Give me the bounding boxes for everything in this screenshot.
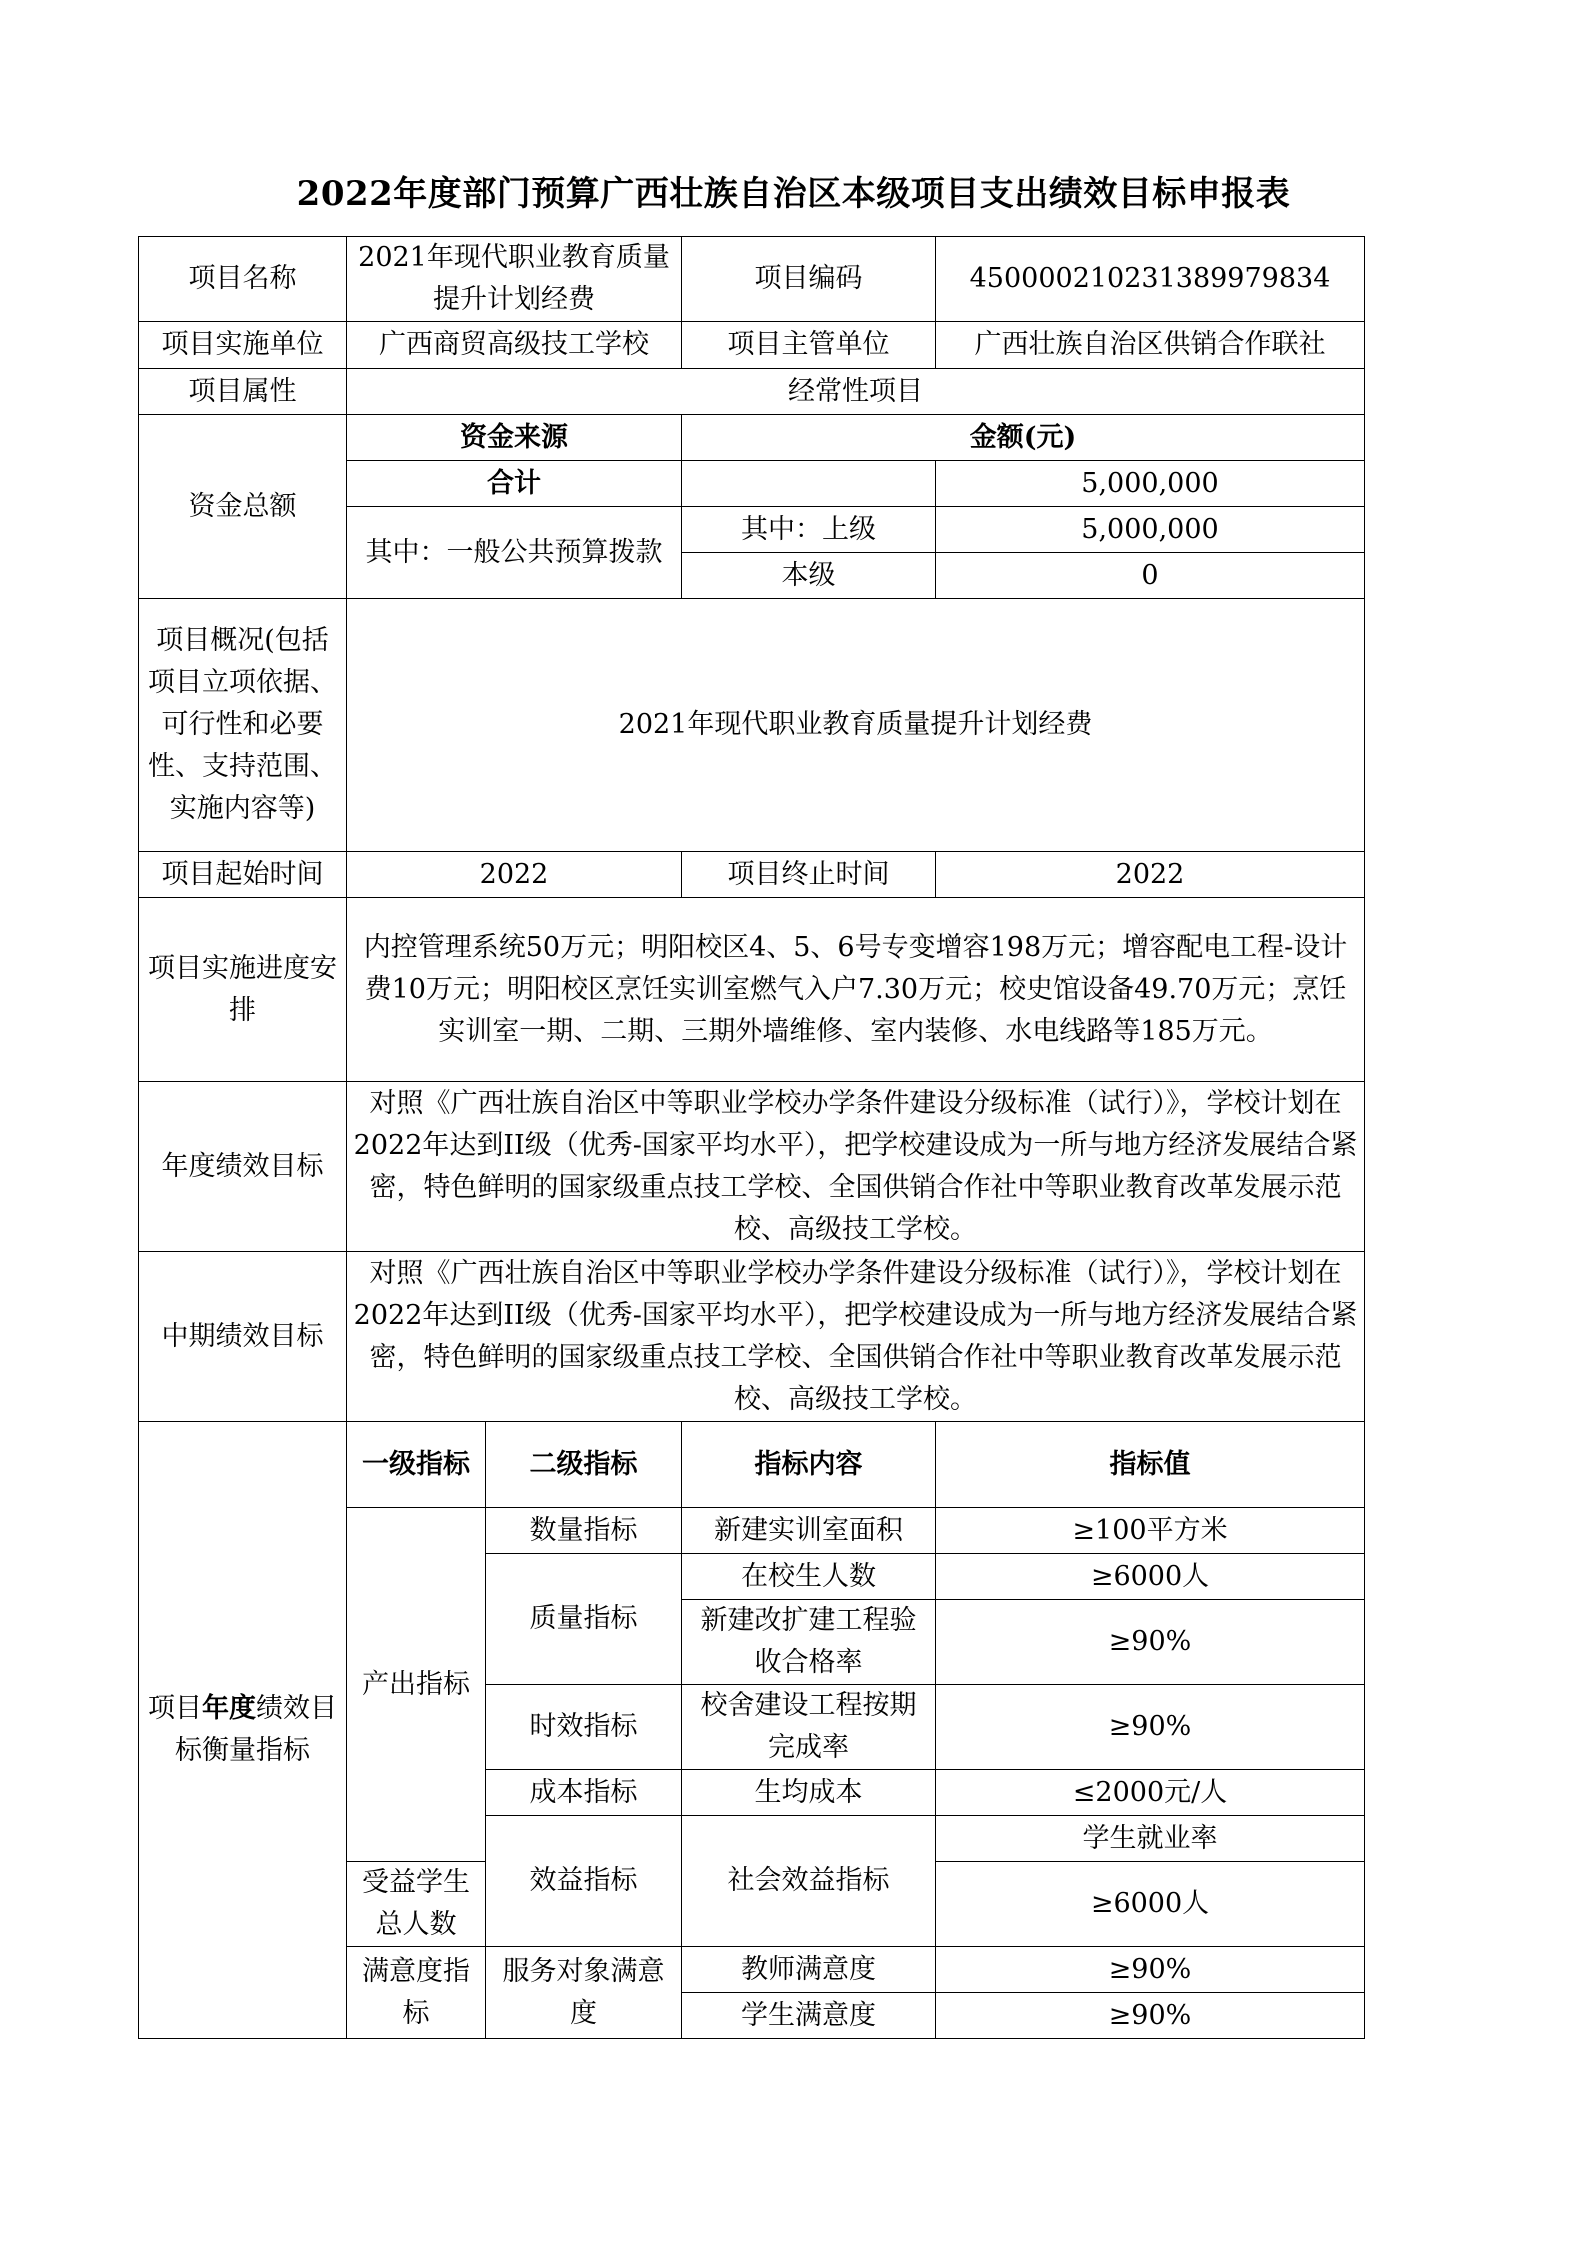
funds-general-budget-label: 其中：一般公共预算拨款 [347, 507, 682, 599]
project-name-row [139, 237, 1365, 322]
indicator-value: ≥6000人 [936, 1862, 1365, 1947]
indicator-value: ≥100平方米 [936, 1508, 1365, 1554]
funds-amount-header: 金额(元) [682, 415, 1365, 461]
start-time-value: 2022 [347, 852, 682, 898]
cost-indicator: 成本指标 [486, 1770, 682, 1816]
schedule-row [139, 898, 1365, 1082]
social-benefit-indicator: 社会效益指标 [682, 1816, 936, 1947]
annual-goal-label: 年度绩效目标 [139, 1082, 347, 1252]
project-overview-label: 项目概况(包括项目立项依据、可行性和必要性、支持范围、实施内容等) [139, 599, 347, 852]
indicator-value: ≤2000元/人 [936, 1770, 1365, 1816]
quality-indicator: 质量指标 [486, 1554, 682, 1685]
performance-target-form [138, 236, 1365, 2039]
project-name-value: 2021年现代职业教育质量提升计划经费 [347, 237, 682, 322]
project-period-row [139, 852, 1365, 898]
indicator-content: 学生满意度 [682, 1993, 936, 2039]
annual-goal-value: 对照《广西壮族自治区中等职业学校办学条件建设分级标准（试行）》，学校计划在2022年达到II级（优秀-国家平均水平），把学校建设成为一所与地方经济发展结合紧密，特色鲜明的国家级重点技工学校、全国供销合作社中等职业教育改革发展示范校、高级技工学校。 [347, 1082, 1365, 1252]
page-title: 2022年度部门预算广西壮族自治区本级项目支出绩效目标申报表 [296, 174, 1291, 214]
implementing-unit-label: 项目实施单位 [139, 322, 347, 369]
indicator-content: 学生就业率 [936, 1816, 1365, 1862]
indicator-value: ≥6000人 [936, 1554, 1365, 1600]
indicator-content: 新建实训室面积 [682, 1508, 936, 1554]
indicator-label-part: 绩效目标衡量指标 [175, 1693, 337, 1766]
project-overview-row [139, 599, 1365, 852]
indicator-content: 受益学生总人数 [347, 1862, 486, 1947]
project-overview-value: 2021年现代职业教育质量提升计划经费 [347, 599, 1365, 852]
mid-goal-row [139, 1252, 1365, 1422]
funds-total-label: 资金总额 [139, 415, 347, 599]
funds-upper-value: 5,000,000 [936, 507, 1365, 553]
indicator-content: 在校生人数 [682, 1554, 936, 1600]
implementing-unit-value: 广西商贸高级技工学校 [347, 322, 682, 369]
benefit-indicator: 效益指标 [486, 1816, 682, 1947]
managing-unit-value: 广西壮族自治区供销合作联社 [936, 322, 1365, 369]
project-attribute-row [139, 369, 1365, 415]
funds-local-value: 0 [936, 553, 1365, 599]
indicator-value: ≥90% [936, 1685, 1365, 1770]
funds-sum-value: 5,000,000 [936, 461, 1365, 507]
output-indicator: 产出指标 [347, 1508, 486, 1862]
quantity-indicator: 数量指标 [486, 1508, 682, 1554]
indicator-content: 新建改扩建工程验收合格率 [682, 1600, 936, 1685]
indicator-value: ≥90% [936, 1947, 1365, 1993]
schedule-label: 项目实施进度安排 [139, 898, 347, 1082]
indicator-content: 生均成本 [682, 1770, 936, 1816]
funds-upper-label: 其中：上级 [682, 507, 936, 553]
indicator-value: ≥90% [936, 1993, 1365, 2039]
start-time-label: 项目起始时间 [139, 852, 347, 898]
indicator-content: 校舍建设工程按期完成率 [682, 1685, 936, 1770]
funds-source-header: 资金来源 [347, 415, 682, 461]
project-name-label: 项目名称 [139, 237, 347, 322]
level1-header: 一级指标 [347, 1422, 486, 1508]
value-header: 指标值 [936, 1422, 1365, 1508]
funds-header-row [139, 415, 1365, 461]
service-satisfaction-indicator: 服务对象满意度 [486, 1947, 682, 2039]
mid-goal-label: 中期绩效目标 [139, 1252, 347, 1422]
indicator-value: ≥90% [936, 1600, 1365, 1685]
indicator-label-part: 年度 [202, 1693, 256, 1724]
satisfaction-indicator: 满意度指标 [347, 1947, 486, 2039]
funds-sum-empty [682, 461, 936, 507]
timeliness-indicator: 时效指标 [486, 1685, 682, 1770]
funds-sum-label: 合计 [347, 461, 682, 507]
indicator-header-row [139, 1422, 1365, 1508]
project-unit-row [139, 322, 1365, 369]
indicator-section-label [139, 1422, 347, 2039]
end-time-label: 项目终止时间 [682, 852, 936, 898]
mid-goal-value: 对照《广西壮族自治区中等职业学校办学条件建设分级标准（试行）》，学校计划在2022年达到II级（优秀-国家平均水平），把学校建设成为一所与地方经济发展结合紧密，特色鲜明的国家级重点技工学校、全国供销合作社中等职业教育改革发展示范校、高级技工学校。 [347, 1252, 1365, 1422]
annual-goal-row [139, 1082, 1365, 1252]
project-attribute-label: 项目属性 [139, 369, 347, 415]
content-header: 指标内容 [682, 1422, 936, 1508]
managing-unit-label: 项目主管单位 [682, 322, 936, 369]
indicator-content: 教师满意度 [682, 1947, 936, 1993]
schedule-value: 内控管理系统50万元；明阳校区4、5、6号专变增容198万元；增容配电工程-设计费10万元；明阳校区烹饪实训室燃气入户7.30万元；校史馆设备49.70万元；烹饪实训室一期、二期、三期外墙维修、室内装修、水电线路等185万元。 [347, 898, 1365, 1082]
funds-local-label: 本级 [682, 553, 936, 599]
end-time-value: 2022 [936, 852, 1365, 898]
level2-header: 二级指标 [486, 1422, 682, 1508]
project-code-value: 450000210231389979834 [936, 237, 1365, 322]
project-code-label: 项目编码 [682, 237, 936, 322]
project-attribute-value: 经常性项目 [347, 369, 1365, 415]
indicator-label-part: 项目 [148, 1693, 202, 1724]
